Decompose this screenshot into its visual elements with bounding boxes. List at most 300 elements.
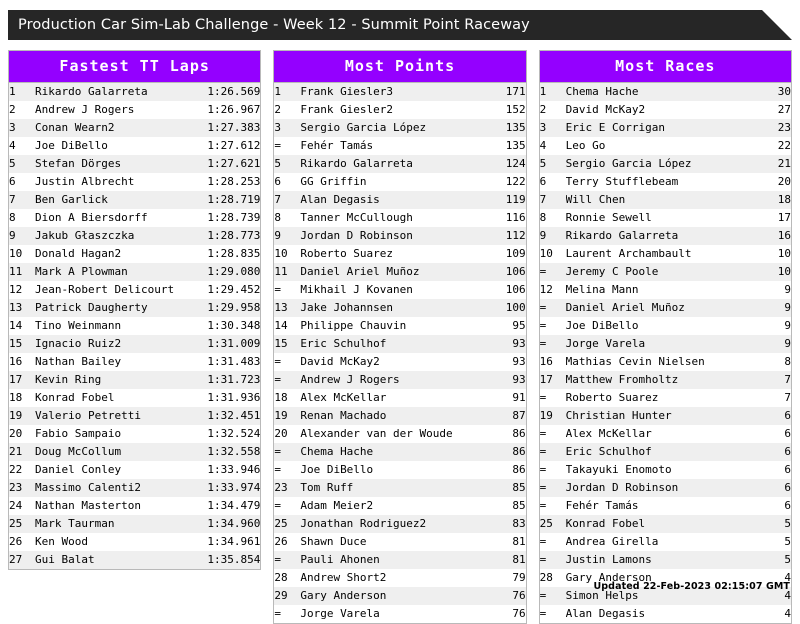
row-driver-name: Ignacio Ruiz2 xyxy=(35,335,198,353)
row-driver-name: Ronnie Sewell xyxy=(566,209,729,227)
row-driver-name: Nathan Masterton xyxy=(35,497,198,515)
table-row xyxy=(9,479,260,497)
row-driver-name: Jorge Varela xyxy=(300,605,463,623)
row-driver-name: Konrad Fobel xyxy=(35,389,198,407)
row-position: 1 xyxy=(9,83,35,101)
row-position: 5 xyxy=(274,155,300,173)
row-value: 1:28.719 xyxy=(198,191,260,209)
table-row xyxy=(540,83,791,101)
table-row xyxy=(540,461,791,479)
row-position: 1 xyxy=(540,83,566,101)
table-row xyxy=(9,299,260,317)
row-position: 1 xyxy=(274,83,300,101)
row-position: 19 xyxy=(274,407,300,425)
table-row xyxy=(9,119,260,137)
row-position: 2 xyxy=(274,101,300,119)
row-driver-name: Stefan Dörges xyxy=(35,155,198,173)
row-value: 1:32.524 xyxy=(198,425,260,443)
table-row xyxy=(9,155,260,173)
row-driver-name: Chema Hache xyxy=(300,443,463,461)
row-driver-name: Will Chen xyxy=(566,191,729,209)
row-value: 106 xyxy=(464,281,526,299)
row-driver-name: David McKay2 xyxy=(566,101,729,119)
row-value: 152 xyxy=(464,101,526,119)
row-driver-name: Daniel Ariel Muñoz xyxy=(566,299,729,317)
row-value: 91 xyxy=(464,389,526,407)
table-row xyxy=(9,497,260,515)
row-driver-name: Eric Schulhof xyxy=(300,335,463,353)
row-driver-name: Pauli Ahonen xyxy=(300,551,463,569)
row-driver-name: Fabio Sampaio xyxy=(35,425,198,443)
table-row xyxy=(274,551,525,569)
table-row xyxy=(540,137,791,155)
table-row xyxy=(540,497,791,515)
row-position: = xyxy=(540,587,566,605)
row-position: 25 xyxy=(540,515,566,533)
table-row xyxy=(274,569,525,587)
row-value: 4 xyxy=(729,569,791,587)
row-driver-name: Justin Lamons xyxy=(566,551,729,569)
panel-most-races xyxy=(539,50,792,624)
row-value: 27 xyxy=(729,101,791,119)
table-row xyxy=(9,461,260,479)
row-driver-name: Andrew J Rogers xyxy=(35,101,198,119)
row-value: 79 xyxy=(464,569,526,587)
table-row xyxy=(9,281,260,299)
row-position: = xyxy=(274,461,300,479)
row-position: 19 xyxy=(9,407,35,425)
row-position: 13 xyxy=(274,299,300,317)
row-value: 1:34.479 xyxy=(198,497,260,515)
row-value: 85 xyxy=(464,497,526,515)
table-row xyxy=(540,101,791,119)
table-row xyxy=(274,227,525,245)
row-value: 1:28.773 xyxy=(198,227,260,245)
table-row xyxy=(9,407,260,425)
row-value: 1:32.451 xyxy=(198,407,260,425)
row-position: 18 xyxy=(9,389,35,407)
row-value: 1:28.835 xyxy=(198,245,260,263)
row-value: 83 xyxy=(464,515,526,533)
row-value: 1:31.936 xyxy=(198,389,260,407)
row-value: 1:28.739 xyxy=(198,209,260,227)
row-value: 7 xyxy=(729,371,791,389)
row-position: 3 xyxy=(9,119,35,137)
row-driver-name: Jean-Robert Delicourt xyxy=(35,281,198,299)
table-row xyxy=(9,209,260,227)
row-value: 4 xyxy=(729,587,791,605)
row-value: 1:31.009 xyxy=(198,335,260,353)
row-value: 76 xyxy=(464,587,526,605)
row-driver-name: Tanner McCullough xyxy=(300,209,463,227)
row-value: 106 xyxy=(464,263,526,281)
row-position: = xyxy=(540,425,566,443)
table-row xyxy=(9,101,260,119)
row-driver-name: Jordan D Robinson xyxy=(300,227,463,245)
table-most-points xyxy=(274,83,525,623)
table-row xyxy=(9,389,260,407)
row-driver-name: Fehér Tamás xyxy=(566,497,729,515)
table-row xyxy=(540,479,791,497)
row-position: = xyxy=(540,479,566,497)
table-row xyxy=(274,245,525,263)
row-position: 25 xyxy=(274,515,300,533)
row-position: = xyxy=(540,263,566,281)
row-value: 1:31.483 xyxy=(198,353,260,371)
table-row xyxy=(540,335,791,353)
table-row xyxy=(540,371,791,389)
row-driver-name: Terry Stufflebeam xyxy=(566,173,729,191)
row-position: 6 xyxy=(274,173,300,191)
row-position: 10 xyxy=(540,245,566,263)
row-value: 21 xyxy=(729,155,791,173)
row-value: 86 xyxy=(464,425,526,443)
page-title: Production Car Sim-Lab Challenge - Week 12 - Summit Point Raceway xyxy=(18,17,530,33)
row-driver-name: Nathan Bailey xyxy=(35,353,198,371)
table-body-most-races xyxy=(540,83,791,623)
row-driver-name: Gary Anderson xyxy=(566,569,729,587)
updated-timestamp: Updated 22-Feb-2023 02:15:07 GMT xyxy=(593,581,790,592)
row-position: 3 xyxy=(274,119,300,137)
row-value: 5 xyxy=(729,533,791,551)
row-value: 1:27.612 xyxy=(198,137,260,155)
row-position: 2 xyxy=(540,101,566,119)
row-driver-name: Sergio Garcia López xyxy=(300,119,463,137)
row-value: 116 xyxy=(464,209,526,227)
row-value: 119 xyxy=(464,191,526,209)
row-driver-name: Jorge Varela xyxy=(566,335,729,353)
row-position: 20 xyxy=(9,425,35,443)
row-position: = xyxy=(274,371,300,389)
row-value: 6 xyxy=(729,407,791,425)
row-position: 28 xyxy=(274,569,300,587)
row-position: = xyxy=(540,605,566,623)
row-driver-name: GG Griffin xyxy=(300,173,463,191)
row-driver-name: Ben Garlick xyxy=(35,191,198,209)
table-row xyxy=(540,407,791,425)
row-value: 135 xyxy=(464,137,526,155)
row-driver-name: Jeremy C Poole xyxy=(566,263,729,281)
row-position: 12 xyxy=(540,281,566,299)
row-driver-name: Joe DiBello xyxy=(300,461,463,479)
row-driver-name: Alex McKellar xyxy=(300,389,463,407)
row-value: 30 xyxy=(729,83,791,101)
table-row xyxy=(540,443,791,461)
table-row xyxy=(274,137,525,155)
row-position: = xyxy=(540,461,566,479)
row-driver-name: Rikardo Galarreta xyxy=(566,227,729,245)
row-value: 9 xyxy=(729,317,791,335)
row-value: 100 xyxy=(464,299,526,317)
row-driver-name: Andrew Short2 xyxy=(300,569,463,587)
table-row xyxy=(9,551,260,569)
table-body-fastest-tt-laps xyxy=(9,83,260,569)
row-value: 1:26.569 xyxy=(198,83,260,101)
table-row xyxy=(540,119,791,137)
row-driver-name: Massimo Calenti2 xyxy=(35,479,198,497)
row-position: 8 xyxy=(9,209,35,227)
row-driver-name: Sergio Garcia López xyxy=(566,155,729,173)
row-position: 11 xyxy=(9,263,35,281)
row-position: 4 xyxy=(9,137,35,155)
table-row xyxy=(274,299,525,317)
row-driver-name: Gui Balat xyxy=(35,551,198,569)
table-row xyxy=(274,209,525,227)
table-row xyxy=(274,263,525,281)
table-row xyxy=(274,119,525,137)
row-position: 7 xyxy=(9,191,35,209)
row-value: 1:30.348 xyxy=(198,317,260,335)
row-value: 1:28.253 xyxy=(198,173,260,191)
row-driver-name: Patrick Daugherty xyxy=(35,299,198,317)
row-value: 8 xyxy=(729,353,791,371)
row-driver-name: Christian Hunter xyxy=(566,407,729,425)
row-driver-name: Alan Degasis xyxy=(566,605,729,623)
row-position: = xyxy=(540,443,566,461)
row-driver-name: Tino Weinmann xyxy=(35,317,198,335)
row-value: 10 xyxy=(729,263,791,281)
table-row xyxy=(540,533,791,551)
table-row xyxy=(540,263,791,281)
row-value: 1:34.961 xyxy=(198,533,260,551)
table-row xyxy=(9,443,260,461)
row-position: 13 xyxy=(9,299,35,317)
row-driver-name: Roberto Suarez xyxy=(566,389,729,407)
row-driver-name: Adam Meier2 xyxy=(300,497,463,515)
row-driver-name: Joe DiBello xyxy=(566,317,729,335)
row-value: 7 xyxy=(729,389,791,407)
row-driver-name: Laurent Archambault xyxy=(566,245,729,263)
table-row xyxy=(9,191,260,209)
row-position: 15 xyxy=(274,335,300,353)
table-row xyxy=(9,227,260,245)
row-position: 8 xyxy=(274,209,300,227)
table-row xyxy=(274,587,525,605)
row-driver-name: Simon Helps xyxy=(566,587,729,605)
table-row xyxy=(540,353,791,371)
row-value: 1:31.723 xyxy=(198,371,260,389)
row-position: 28 xyxy=(540,569,566,587)
table-row xyxy=(9,533,260,551)
row-position: = xyxy=(540,299,566,317)
row-position: 5 xyxy=(540,155,566,173)
table-row xyxy=(274,479,525,497)
table-row xyxy=(274,173,525,191)
row-value: 1:27.383 xyxy=(198,119,260,137)
row-value: 171 xyxy=(464,83,526,101)
row-value: 1:34.960 xyxy=(198,515,260,533)
panel-title-fastest-tt-laps: Fastest TT Laps xyxy=(9,51,260,83)
row-value: 95 xyxy=(464,317,526,335)
table-row xyxy=(540,389,791,407)
table-row xyxy=(540,317,791,335)
row-driver-name: Eric Schulhof xyxy=(566,443,729,461)
table-row xyxy=(274,83,525,101)
row-driver-name: Matthew Fromholtz xyxy=(566,371,729,389)
row-driver-name: Alexander van der Woude xyxy=(300,425,463,443)
row-driver-name: Daniel Ariel Muñoz xyxy=(300,263,463,281)
panel-fastest-tt-laps xyxy=(8,50,261,570)
table-row xyxy=(540,227,791,245)
row-position: 15 xyxy=(9,335,35,353)
row-value: 6 xyxy=(729,461,791,479)
table-row xyxy=(9,425,260,443)
row-driver-name: Takayuki Enomoto xyxy=(566,461,729,479)
row-value: 10 xyxy=(729,245,791,263)
row-value: 1:32.558 xyxy=(198,443,260,461)
table-row xyxy=(9,263,260,281)
row-driver-name: Andrea Girella xyxy=(566,533,729,551)
row-driver-name: Roberto Suarez xyxy=(300,245,463,263)
row-value: 1:26.967 xyxy=(198,101,260,119)
table-row xyxy=(9,515,260,533)
row-position: 17 xyxy=(540,371,566,389)
row-value: 5 xyxy=(729,515,791,533)
table-row xyxy=(274,605,525,623)
row-value: 23 xyxy=(729,119,791,137)
row-value: 22 xyxy=(729,137,791,155)
row-value: 6 xyxy=(729,443,791,461)
row-position: 7 xyxy=(540,191,566,209)
row-position: 9 xyxy=(9,227,35,245)
row-value: 1:33.946 xyxy=(198,461,260,479)
table-row xyxy=(274,407,525,425)
row-driver-name: Jakub Głaszczka xyxy=(35,227,198,245)
row-position: 9 xyxy=(540,227,566,245)
table-row xyxy=(540,299,791,317)
table-row xyxy=(540,425,791,443)
row-position: 5 xyxy=(9,155,35,173)
row-value: 1:29.452 xyxy=(198,281,260,299)
row-position: 8 xyxy=(540,209,566,227)
row-position: 10 xyxy=(274,245,300,263)
table-row xyxy=(274,101,525,119)
row-driver-name: David McKay2 xyxy=(300,353,463,371)
table-row xyxy=(274,371,525,389)
table-row xyxy=(274,335,525,353)
row-value: 87 xyxy=(464,407,526,425)
row-position: = xyxy=(540,497,566,515)
row-position: 23 xyxy=(274,479,300,497)
row-position: 16 xyxy=(540,353,566,371)
row-position: 2 xyxy=(9,101,35,119)
row-driver-name: Justin Albrecht xyxy=(35,173,198,191)
row-driver-name: Mathias Cevin Nielsen xyxy=(566,353,729,371)
table-row xyxy=(540,605,791,623)
row-position: = xyxy=(540,317,566,335)
row-value: 93 xyxy=(464,335,526,353)
titlebar-corner-fold xyxy=(762,10,792,40)
row-driver-name: Jordan D Robinson xyxy=(566,479,729,497)
table-row xyxy=(274,155,525,173)
row-position: 22 xyxy=(9,461,35,479)
table-row xyxy=(540,551,791,569)
row-value: 1:33.974 xyxy=(198,479,260,497)
table-row xyxy=(540,245,791,263)
row-driver-name: Rikardo Galarreta xyxy=(300,155,463,173)
row-value: 1:29.958 xyxy=(198,299,260,317)
table-row xyxy=(274,515,525,533)
row-value: 112 xyxy=(464,227,526,245)
row-position: 17 xyxy=(9,371,35,389)
table-row xyxy=(274,281,525,299)
row-driver-name: Joe DiBello xyxy=(35,137,198,155)
row-value: 93 xyxy=(464,353,526,371)
table-row xyxy=(540,281,791,299)
table-row xyxy=(274,317,525,335)
row-position: = xyxy=(540,533,566,551)
row-position: = xyxy=(274,353,300,371)
row-driver-name: Philippe Chauvin xyxy=(300,317,463,335)
row-value: 85 xyxy=(464,479,526,497)
table-most-races xyxy=(540,83,791,623)
table-row xyxy=(9,173,260,191)
leaderboard-columns xyxy=(8,50,792,624)
panel-title-most-races: Most Races xyxy=(540,51,791,83)
row-position: = xyxy=(274,497,300,515)
row-value: 20 xyxy=(729,173,791,191)
row-value: 17 xyxy=(729,209,791,227)
row-value: 76 xyxy=(464,605,526,623)
row-position: = xyxy=(540,551,566,569)
row-driver-name: Rikardo Galarreta xyxy=(35,83,198,101)
row-value: 109 xyxy=(464,245,526,263)
row-driver-name: Jake Johannsen xyxy=(300,299,463,317)
row-position: 4 xyxy=(540,137,566,155)
row-value: 1:27.621 xyxy=(198,155,260,173)
row-value: 81 xyxy=(464,551,526,569)
table-row xyxy=(9,317,260,335)
row-driver-name: Shawn Duce xyxy=(300,533,463,551)
row-driver-name: Mark A Plowman xyxy=(35,263,198,281)
table-row xyxy=(274,425,525,443)
row-position: 7 xyxy=(274,191,300,209)
row-position: = xyxy=(274,443,300,461)
row-position: = xyxy=(540,389,566,407)
row-driver-name: Alex McKellar xyxy=(566,425,729,443)
row-value: 86 xyxy=(464,461,526,479)
row-driver-name: Tom Ruff xyxy=(300,479,463,497)
row-position: 29 xyxy=(274,587,300,605)
row-driver-name: Renan Machado xyxy=(300,407,463,425)
row-position: 11 xyxy=(274,263,300,281)
table-row xyxy=(9,335,260,353)
table-row xyxy=(274,533,525,551)
table-row xyxy=(540,191,791,209)
row-position: 14 xyxy=(274,317,300,335)
table-row xyxy=(274,497,525,515)
row-position: 18 xyxy=(274,389,300,407)
row-position: 16 xyxy=(9,353,35,371)
row-position: = xyxy=(540,335,566,353)
row-position: 19 xyxy=(540,407,566,425)
row-position: 26 xyxy=(9,533,35,551)
row-driver-name: Conan Wearn2 xyxy=(35,119,198,137)
row-position: 24 xyxy=(9,497,35,515)
row-value: 6 xyxy=(729,479,791,497)
row-driver-name: Alan Degasis xyxy=(300,191,463,209)
row-value: 1:29.080 xyxy=(198,263,260,281)
row-driver-name: Fehér Tamás xyxy=(300,137,463,155)
table-row xyxy=(9,371,260,389)
row-value: 122 xyxy=(464,173,526,191)
row-driver-name: Andrew J Rogers xyxy=(300,371,463,389)
table-row xyxy=(9,353,260,371)
row-driver-name: Eric E Corrigan xyxy=(566,119,729,137)
row-driver-name: Frank Giesler2 xyxy=(300,101,463,119)
row-value: 9 xyxy=(729,281,791,299)
row-value: 86 xyxy=(464,443,526,461)
